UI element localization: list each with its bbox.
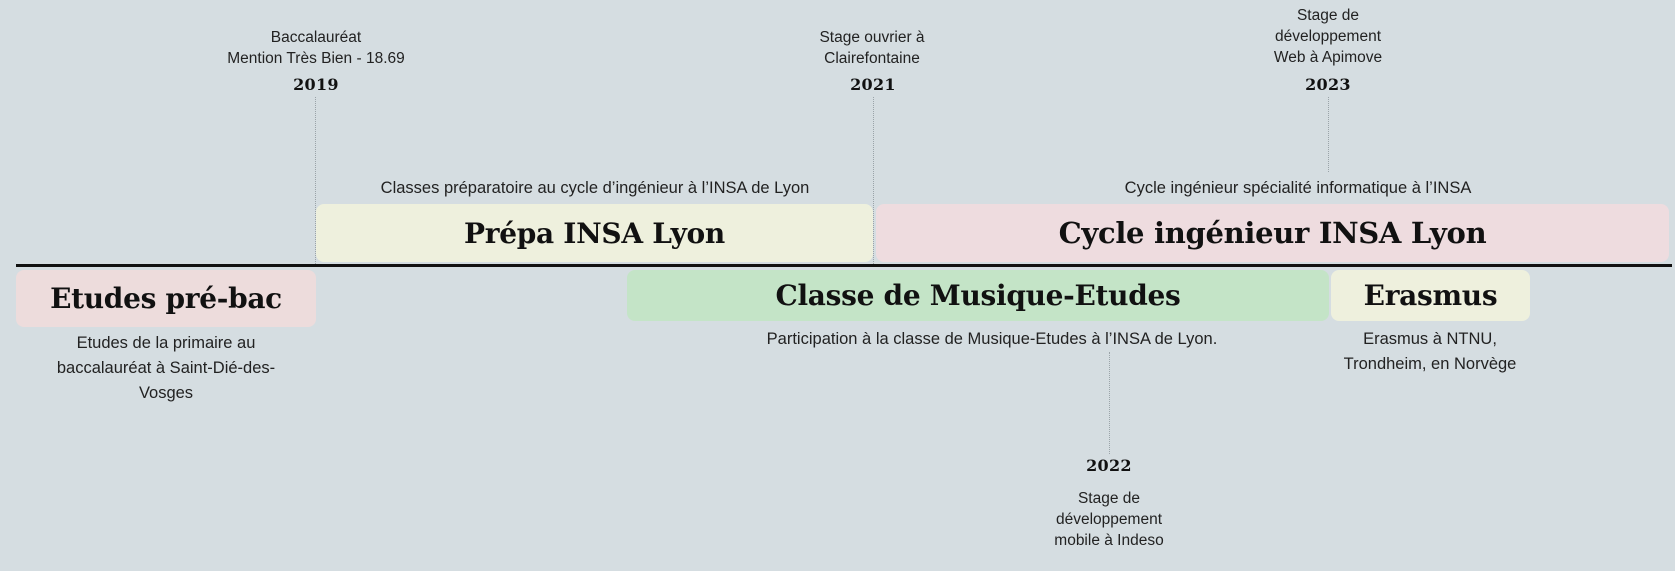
period-bar-erasmus [1331, 270, 1530, 321]
milestone-2019-line-1: Baccalauréat [270, 29, 362, 46]
milestone-2022-line-3: mobile à Indeso [1054, 532, 1164, 549]
milestone-2023-year: 2023 [1305, 75, 1351, 94]
milestone-2019-label [206, 27, 426, 69]
period-desc-musique-etudes: Participation à la classe de Musique-Etudes à l’INSA de Lyon. [766, 330, 1218, 348]
period-title-musique-etudes: Classe de Musique-Etudes [775, 279, 1181, 312]
period-title-etudes-pre-bac: Etudes pré-bac [50, 282, 282, 315]
milestone-2022-line-2: développement [1056, 511, 1162, 528]
milestone-2021-line-2: Clairefontaine [824, 50, 920, 67]
period-title-erasmus: Erasmus [1363, 279, 1498, 312]
period-desc-erasmus-line-2: Trondheim, en Norvège [1343, 355, 1517, 373]
period-desc-etudes-pre-bac-line-3: Vosges [138, 384, 194, 402]
period-desc-erasmus [1320, 327, 1540, 377]
period-desc-etudes-pre-bac-line-2: baccalauréat à Saint-Dié-des- [56, 359, 276, 377]
milestone-2022-label [1009, 488, 1209, 551]
milestone-2021-line-1: Stage ouvrier à [819, 29, 925, 46]
milestone-2022-year: 2022 [1086, 456, 1132, 475]
period-title-cycle-ingenieur: Cycle ingénieur INSA Lyon [1058, 216, 1487, 250]
milestone-2019-year: 2019 [293, 75, 339, 94]
milestone-2019-line-2: Mention Très Bien - 18.69 [227, 50, 405, 67]
period-title-prepa-insa: Prépa INSA Lyon [464, 216, 725, 250]
milestone-2022-line-1: Stage de [1077, 490, 1141, 507]
period-bar-etudes-pre-bac [16, 270, 316, 327]
milestone-2023-line-1: Stage de [1296, 7, 1360, 24]
milestone-2023-tick [1328, 97, 1329, 172]
period-desc-etudes-pre-bac-line-1: Etudes de la primaire au [76, 334, 256, 352]
period-bar-cycle-ingenieur [876, 204, 1669, 262]
milestone-2021-label [773, 27, 971, 69]
milestone-2023-label [1228, 5, 1428, 68]
period-bar-musique-etudes [627, 270, 1329, 321]
period-bar-prepa-insa [316, 204, 873, 262]
period-desc-cycle-ingenieur: Cycle ingénieur spécialité informatique à l’INSA [1124, 179, 1472, 197]
milestone-2023-line-3: Web à Apimove [1273, 49, 1383, 66]
milestone-2023-line-2: développement [1275, 28, 1381, 45]
timeline-axis [16, 264, 1672, 267]
milestone-2021-year: 2021 [850, 75, 896, 94]
period-desc-prepa-insa: Classes préparatoire au cycle d’ingénieur à l’INSA de Lyon [380, 179, 810, 197]
period-desc-etudes-pre-bac [16, 331, 316, 406]
period-desc-erasmus-line-1: Erasmus à NTNU, [1363, 330, 1497, 348]
milestone-2022-tick [1109, 352, 1110, 454]
